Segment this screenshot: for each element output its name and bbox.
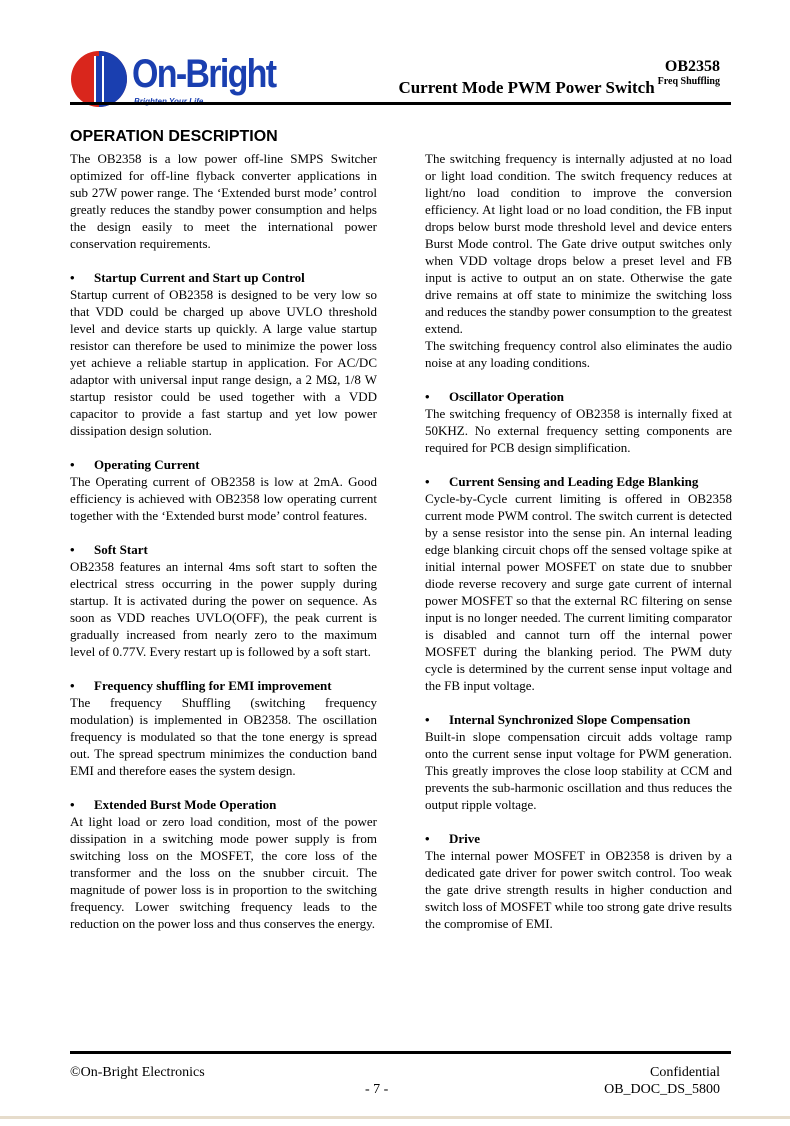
spacer [425,371,732,388]
bullet-icon: • [425,831,430,846]
bullet-heading-burst-mode [70,796,377,813]
bullet-heading-drive [425,830,732,847]
bullet-icon: • [425,712,430,727]
document-id: OB_DOC_DS_5800 [604,1082,720,1097]
slope-paragraph: Built-in slope compensation circuit adds voltage ramp onto the current sense input voltage for PWM generation. This greatly improves the close loop stability at CCM and prevents the sub-harmonic oscillation and thus reduces the output ripple voltage. [425,729,732,812]
section-heading: OPERATION DESCRIPTION [70,128,278,145]
bullet-heading-oscillator [425,388,732,405]
spacer [425,456,732,473]
footer-rule [70,1051,731,1054]
footer-confidential: Confidential [650,1065,720,1080]
bullet-heading-text: Operating Current [94,457,200,472]
bullet-heading-softstart [70,541,377,558]
bullet-icon: • [70,678,75,693]
bullet-heading-text: Oscillator Operation [449,389,564,404]
bullet-heading-freq-shuffling [70,677,377,694]
spacer [425,694,732,711]
spacer [70,524,377,541]
right-column [425,150,732,932]
spacer [70,252,377,269]
bullet-heading-slope [425,711,732,728]
bullet-icon: • [425,474,430,489]
spacer [70,660,377,677]
part-number: OB2358 [664,58,720,75]
logo-mark-icon [70,50,128,108]
bullet-heading-text: Extended Burst Mode Operation [94,797,277,812]
page-number: - 7 - [365,1082,389,1097]
oscillator-paragraph: The switching frequency of OB2358 is internally fixed at 50KHZ. No external frequency setting components are required for PCB design simplification. [425,406,732,455]
bullet-icon: • [70,270,75,285]
softstart-paragraph: OB2358 features an internal 4ms soft start to soften the electrical stress occurring in the power supply during startup. It is activated during the power on sequence. As soon as VDD reaches UVLO(OFF), the peak current is gradually increased from nearly zero to the maximum level of 0.77V. Every restart up is followed by a soft start. [70,559,377,659]
bullet-icon: • [425,389,430,404]
bullet-heading-text: Internal Synchronized Slope Compensation [449,712,691,727]
spacer [70,439,377,456]
leb-paragraph: Cycle-by-Cycle current limiting is offered in OB2358 current mode PWM control. The switch current is detected by a sense resistor into the sense pin. An internal leading edge blanking circuit chops off the sensed voltage spike at initial internal power MOSFET on state due to snubber diode reverse recovery and surge gate current of internal power MOSFET so that the external RC filtering on sense input is no longer needed. The current limiting comparator is disabled and cannot turn off the internal power MOSFET during the blanking period. The PWM duty cycle is determined by the current sense input voltage and the FB input voltage. [425,491,732,693]
header-rule [70,102,731,105]
bullet-icon: • [70,797,75,812]
bullet-heading-text: Startup Current and Start up Control [94,270,305,285]
title-suffix: Freq Shuffling [657,76,720,87]
burst-mode-paragraph: At light load or zero load condition, most of the power dissipation in a switching mode power supply is from switching loss on the MOSFET, the core loss of the transformer and the loss on the snubber circuit. The magnitude of power loss is in proportion to the switching frequency. Lower switching frequency leads to the reduction on the power loss and thus conserves the energy. [70,814,377,931]
bullet-icon: • [70,457,75,472]
bullet-heading-text: Soft Start [94,542,148,557]
operating-paragraph: The Operating current of OB2358 is low at 2mA. Good efficiency is achieved with OB2358 low operating current together with the ‘Extended burst mode’ control features. [70,474,377,523]
bullet-heading-text: Frequency shuffling for EMI improvement [94,678,332,693]
bullet-heading-text: Drive [449,831,481,846]
bullet-heading-text: Current Sensing and Leading Edge Blanking [449,474,699,489]
spacer [425,813,732,830]
drive-paragraph: The internal power MOSFET in OB2358 is driven by a dedicated gate driver for power switch control. Too weak the gate drive strength results in higher conduction and switch loss of MOSFET while too strong gate drive results the compromise of EMI. [425,848,732,931]
logo-text: On-Bright [132,52,276,96]
freq-shuffling-paragraph: The frequency Shuffling (switching frequency modulation) is implemented in OB2358. The oscillation frequency is modulated so that the tone energy is spread out. The spread spectrum minimizes the conduction band EMI and therefore eases the system design. [70,695,377,778]
footer-company: ©On-Bright Electronics [70,1065,205,1080]
spacer [70,779,377,796]
left-column [70,150,377,932]
intro-paragraph: The OB2358 is a low power off-line SMPS Switcher optimized for off-line flyback converter applications in sub 27W power range. The ‘Extended burst mode’ control greatly reduces the standby power consumption and helps the design easily to meet the international power conservation requirements. [70,151,377,251]
bullet-heading-leb [425,473,732,490]
bullet-heading-operating [70,456,377,473]
audio-noise-paragraph: The switching frequency control also eliminates the audio noise at any loading conditions. [425,338,732,370]
bullet-heading-startup [70,269,377,286]
page-edge [0,1116,790,1119]
document-title [398,76,720,98]
bullet-icon: • [70,542,75,557]
startup-paragraph: Startup current of OB2358 is designed to be very low so that VDD could be charged up above UVLO threshold level and device starts up quickly. A large value startup resistor can therefore be used to minimize the power loss yet achieve a reliable startup in application. For AC/DC adaptor with universal input range design, a 2 MΩ, 1/8 W startup resistor could be used together with a VDD capacitor to provide a fast startup and yet low power dissipation design solution. [70,287,377,438]
title-main: Current Mode PWM Power Switch [398,78,655,97]
burst-mode-continued-paragraph: The switching frequency is internally adjusted at no load or light load condition. The switch frequency reduces at light/no load condition to improve the conversion efficiency. At light load or no load condition, the FB input drops below burst mode threshold level and device enters Burst Mode control. The Gate drive output switches only when VDD voltage drops below a preset level and FB input is active to output an on state. Otherwise the gate drive remains at off state to minimize the switching loss and reduces the standby power consumption to the greatest extend. [425,151,732,336]
